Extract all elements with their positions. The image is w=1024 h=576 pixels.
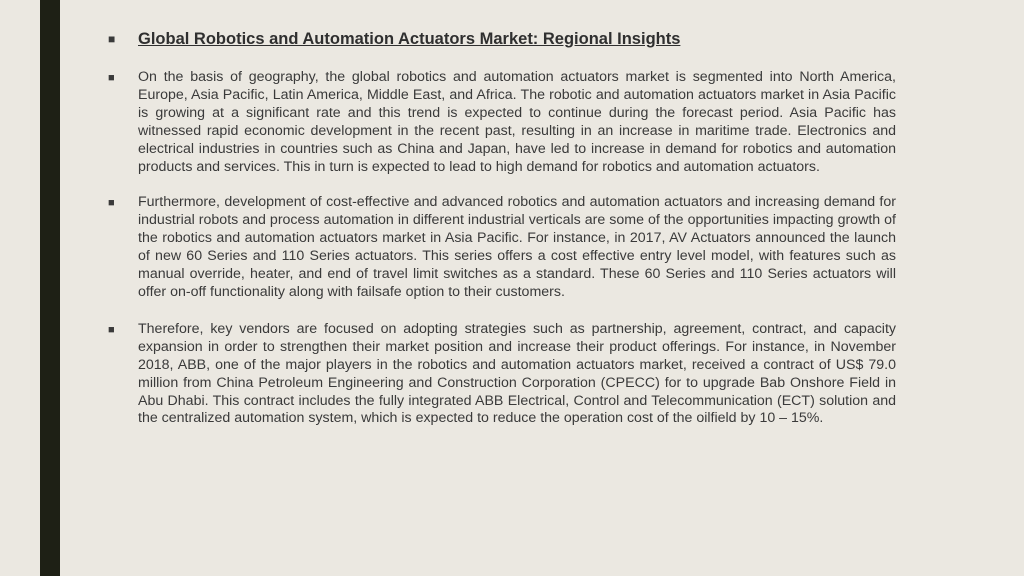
square-bullet-icon: ■ bbox=[108, 72, 115, 84]
bullet-paragraph-vendors bbox=[108, 321, 896, 428]
left-accent-bar bbox=[40, 0, 60, 576]
square-bullet-icon: ■ bbox=[108, 32, 116, 46]
slide-heading: Global Robotics and Automation Actuators Market: Regional Insights bbox=[138, 30, 681, 48]
bullet-paragraph-opportunities bbox=[108, 194, 896, 301]
square-bullet-icon: ■ bbox=[108, 323, 115, 336]
heading-bullet bbox=[108, 28, 896, 50]
square-bullet-icon: ■ bbox=[108, 197, 115, 210]
slide-content bbox=[108, 28, 896, 428]
bullet-paragraph-geography bbox=[108, 69, 896, 176]
paragraph-text: Therefore, key vendors are focused on adopting strategies such as partnership, agreement, contract, and capacity expansion in order to strengthen their market position and increase their product offerings. For instance, in November 2018, ABB, one of the major players in the robotics and automation actuators market, received a contract of US$ 79.0 million from China Petroleum Engineering and Construction Corporation (CPECC) for to upgrade Bab Onshore Field in Abu Dhabi. This contract includes the fully integrated ABB Electrical, Control and Telecommunication (ECT) solution and the centralized automation system, which is expected to reduce the operation cost of the oilfield by 10 – 15%. bbox=[138, 320, 896, 427]
paragraph-text: On the basis of geography, the global robotics and automation actuators market is segmented into North America, Europe, Asia Pacific, Latin America, Middle East, and Africa. The robotic and automation actuators market in Asia Pacific is growing at a significant rate and this trend is expected to continue during the forecast period. Asia Pacific has witnessed rapid economic development in the recent past, resulting in an increase in maritime trade. Electronics and electrical industries in countries such as China and Japan, have led to increase in demand for robotics and automation products and services. This in turn is expected to lead to high demand for robotics and automation actuators. bbox=[138, 69, 896, 175]
paragraph-text: Furthermore, development of cost-effective and advanced robotics and automation actuators and increasing demand for industrial robots and process automation in different industrial verticals are some of the opportunities impacting growth of the robotics and automation actuators market in Asia Pacific. For instance, in 2017, AV Actuators announced the launch of new 60 Series and 110 Series actuators. This series offers a cost effective entry level model, with features such as manual override, heater, and end of travel limit switches as a standard. These 60 Series and 110 Series actuators will offer on-off functionality along with failsafe option to their customers. bbox=[138, 194, 896, 300]
